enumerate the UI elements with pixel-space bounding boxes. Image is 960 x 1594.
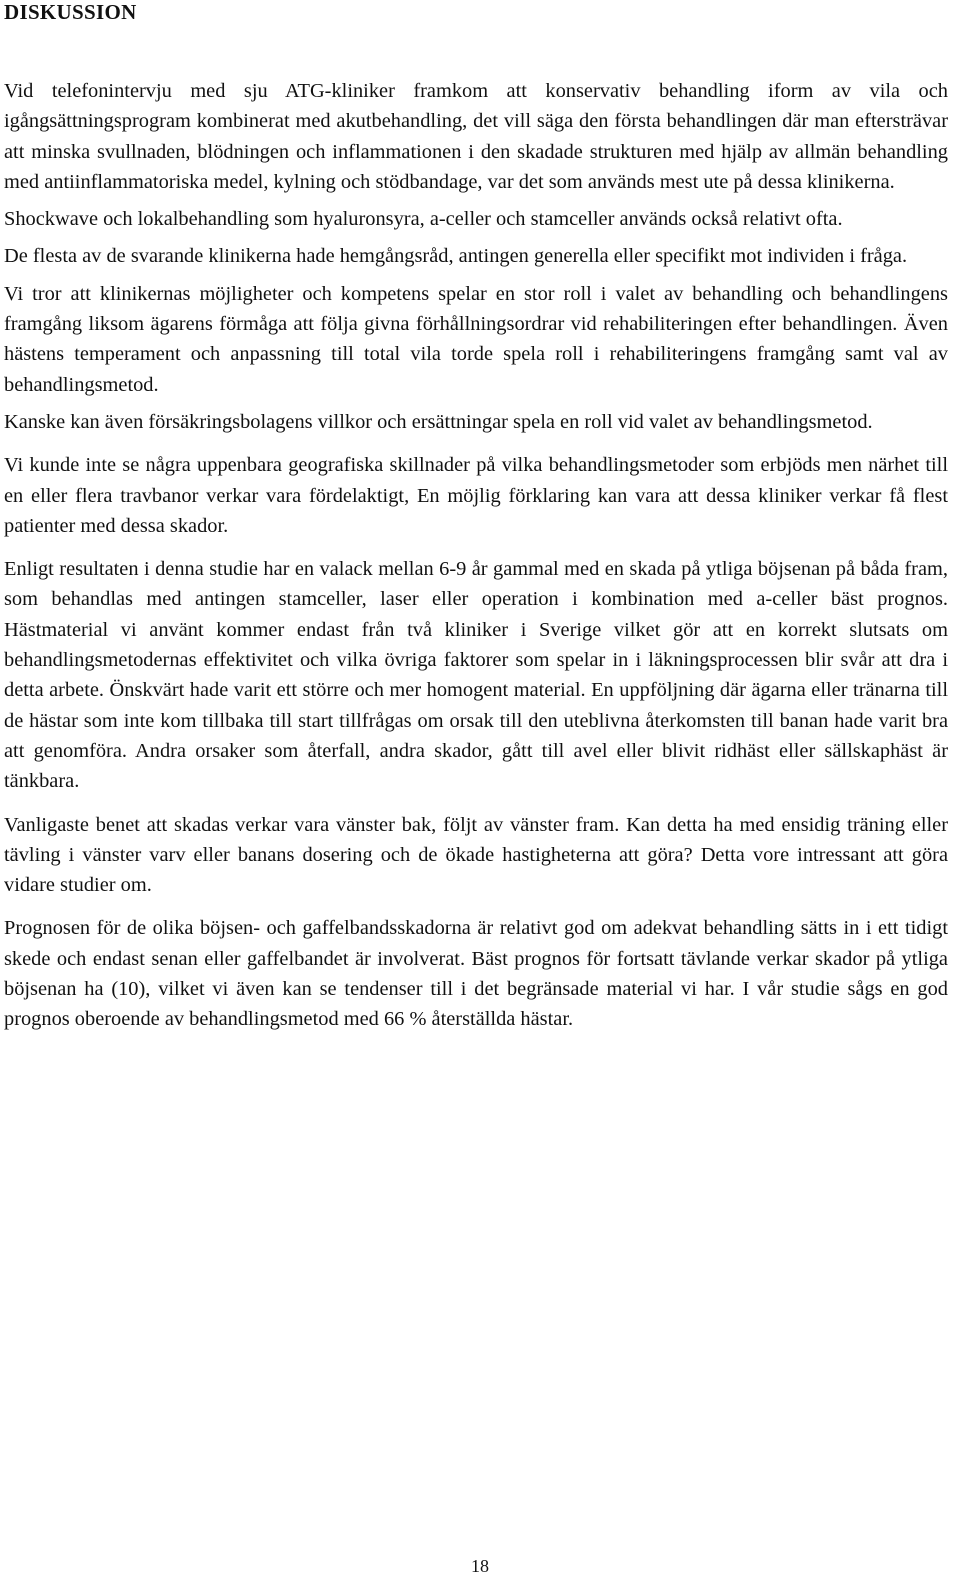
page-number: 18	[471, 1556, 489, 1576]
paragraph: De flesta av de svarande klinikerna hade hemgångsråd, antingen generella eller specifikt mot individen i fråga.	[4, 245, 908, 268]
paragraph: Prognosen för de olika böjsen- och gaffelbandsskadorna är relativt god om adekvat behandling sätts in i ett tidigt skede och endast senan eller gaffelbandet är involverat. Bäst prognos för fortsatt tävlande verkar skador på ytliga böjsenan ha (10), vilket vi även kan se tendenser till i det begränsade material vi har. I vår studie sågs en god prognos oberoende av behandlingsmetod med 66 % återställda hästar.	[4, 917, 948, 1031]
paragraph: Enligt resultaten i denna studie har en valack mellan 6-9 år gammal med en skada på ytliga böjsenan på båda fram, som behandlas med antingen stamceller, laser eller operation i kombination med a-celler bäst prognos. Hästmaterial vi använt kommer endast från två kliniker i Sverige vilket gör att en korrekt slutsats om behandlingsmetodernas effektivitet och vilka övriga faktorer som spelar in i läkningsprocessen blir svår att dra i detta arbete. Önskvärt hade varit ett större och mer homogent material. En uppföljning där ägarna eller tränarna till de hästar som inte kom tillbaka till start tillfrågas om orsak till den uteblivna återkomsten till banan hade varit bra att genomföra. Andra orsaker som återfall, andra skador, gått till avel eller blivit ridhäst eller sällskaphäst är tänkbara.	[4, 558, 948, 793]
paragraph: Vi tror att klinikernas möjligheter och kompetens spelar en stor roll i valet av behandling och behandlingens framgång liksom ägarens förmåga att följa givna förhållningsordrar vid rehabiliteringen efter behandlingen. Även hästens temperament och anpassning till total vila torde spela roll i rehabiliteringens framgång samt val av behandlingsmetod.	[4, 282, 948, 396]
paragraph: Shockwave och lokalbehandling som hyaluronsyra, a-celler och stamceller används också relativt ofta.	[4, 208, 843, 231]
paragraph: Vi kunde inte se några uppenbara geografiska skillnader på vilka behandlingsmetoder som erbjöds men närhet till en eller flera travbanor verkar vara fördelaktigt, En möjlig förklaring kan vara att dessa kliniker verkar få flest patienter med dessa skador.	[4, 454, 948, 537]
paragraph: Kanske kan även försäkringsbolagens villkor och ersättningar spela en roll vid valet av behandlingsmetod.	[4, 410, 873, 433]
section-heading: DISKUSSION	[4, 0, 137, 24]
body-text	[4, 76, 948, 1042]
paragraph: Vid telefonintervju med sju ATG-kliniker framkom att konservativ behandling iform av vila och igångsättningsprogram kombinerat med akutbehandling, det vill säga den första behandlingen där man eftersträvar att minska svullnaden, blödningen och inflammationen i den skadade strukturen med hjälp av allmän behandling med antiinflammatoriska medel, kylning och stödbandage, var det som används mest ute på dessa klinikerna.	[4, 80, 948, 193]
paragraph: Vanligaste benet att skadas verkar vara vänster bak, följt av vänster fram. Kan detta ha med ensidig träning eller tävling i vänster varv eller banans dosering och de ökade hastigheterna att göra? Detta vore intressant att göra vidare studier om.	[4, 813, 948, 897]
